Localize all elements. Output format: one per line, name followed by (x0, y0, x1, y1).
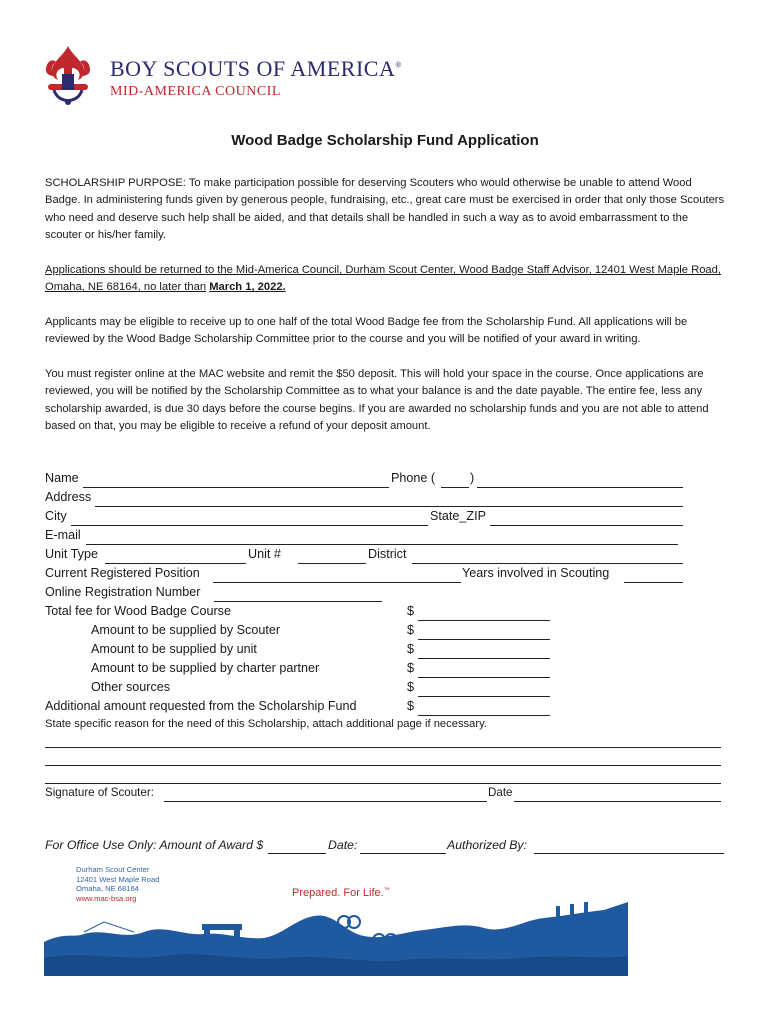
unit-number-field[interactable] (298, 563, 366, 564)
years-field[interactable] (624, 582, 683, 583)
online-registration-field[interactable] (214, 601, 382, 602)
unit-type-label: Unit Type (45, 547, 98, 561)
online-registration-label: Online Registration Number (45, 585, 201, 599)
name-label: Name (45, 471, 79, 485)
footer-address (76, 865, 159, 903)
deadline: March 1, 2022. (209, 281, 286, 294)
office-award-label: For Office Use Only: Amount of Award $ (45, 838, 264, 852)
city-field[interactable] (71, 525, 428, 526)
unit-amount-field[interactable] (418, 658, 550, 659)
unit-number-label: Unit # (248, 547, 281, 561)
trademark-mark: ™ (383, 887, 390, 894)
email-label: E-mail (45, 528, 81, 542)
dollar-sign: $ (407, 699, 415, 713)
bsa-logo-icon (44, 44, 92, 110)
reason-field-line-2[interactable] (45, 765, 721, 766)
position-field[interactable] (213, 582, 461, 583)
reason-label: State specific reason for the need of this Scholarship, attach additional page if necessary. (45, 718, 487, 730)
additional-amount-label: Additional amount requested from the Scholarship Fund (45, 699, 357, 713)
scouter-amount-field[interactable] (418, 639, 550, 640)
email-field[interactable] (86, 544, 678, 545)
total-fee-label: Total fee for Wood Badge Course (45, 604, 231, 618)
state-zip-field[interactable] (490, 525, 683, 526)
signature-label: Signature of Scouter: (45, 786, 154, 799)
reason-field-line-3[interactable] (45, 783, 721, 784)
unit-type-field[interactable] (105, 563, 246, 564)
org-name: BOY SCOUTS OF AMERICA® (110, 56, 402, 81)
address-field[interactable] (95, 506, 683, 507)
office-date-label: Date: (328, 838, 358, 852)
phone-close-paren: ) (470, 471, 475, 485)
position-label: Current Registered Position (45, 566, 200, 580)
tagline: Prepared. For Life.™ (292, 887, 390, 899)
registration-text: You must register online at the MAC website and remit the $50 deposit. This will hold your space in the course. Once applications are reviewed, you will be notified by the Scholarship Committee as to what your balance is and the date payable. The entire fee, less any scholarship awarded, is due 30 days before the course begins. If you are awarded no scholarship funds and you are not able to attend based on that, you may be eligible to receive a refund of your deposit amount. (45, 368, 709, 433)
address-line-1: Durham Scout Center (76, 865, 150, 874)
office-use-section (45, 838, 263, 852)
address-label: Address (45, 490, 92, 504)
district-label: District (368, 547, 407, 561)
address-line-3: Omaha, NE 68164 (76, 884, 139, 894)
other-sources-field[interactable] (418, 696, 550, 697)
date-label: Date (488, 786, 513, 799)
return-text: Applications should be returned to the Mid-America Council, Durham Scout Center, Wood Badge Staff Advisor, 12401 West Maple Road, Omaha, NE 68164, no later than (45, 264, 721, 294)
dollar-sign: $ (407, 661, 415, 675)
additional-amount-field[interactable] (418, 715, 550, 716)
office-award-field[interactable] (268, 853, 326, 854)
return-instructions (45, 262, 725, 297)
total-fee-field[interactable] (418, 620, 550, 621)
office-authorized-field[interactable] (534, 853, 724, 854)
district-field[interactable] (412, 563, 683, 564)
dollar-sign: $ (407, 642, 415, 656)
outdoor-silhouette-banner-icon (44, 902, 628, 976)
phone-field[interactable] (477, 487, 683, 488)
page-title: Wood Badge Scholarship Fund Application (231, 132, 539, 149)
area-code-field[interactable] (441, 487, 469, 488)
city-label: City (45, 509, 67, 523)
scouter-amount-label: Amount to be supplied by Scouter (91, 623, 281, 637)
office-authorized-label: Authorized By: (447, 838, 527, 852)
years-label: Years involved in Scouting (462, 566, 610, 580)
dollar-sign: $ (407, 623, 415, 637)
address-line-2: 12401 West Maple Road (76, 874, 160, 884)
reason-field-line-1[interactable] (45, 747, 721, 748)
signature-field[interactable] (164, 801, 487, 802)
dollar-sign: $ (407, 604, 415, 618)
state-zip-label: State_ZIP (430, 509, 487, 523)
partner-amount-field[interactable] (418, 677, 550, 678)
eligibility-text: Applicants may be eligible to receive up to one half of the total Wood Badge fee from the Scholarship Fund. All applications will be reviewed by the Wood Badge Scholarship Committee prior to the course and you will be notified of your award in writing. (45, 316, 688, 346)
dollar-sign: $ (407, 680, 415, 694)
unit-amount-label: Amount to be supplied by unit (91, 642, 257, 656)
partner-amount-label: Amount to be supplied by charter partner (91, 661, 320, 675)
name-field[interactable] (83, 487, 389, 488)
website-link[interactable]: www.mac-bsa.org (76, 893, 137, 903)
registered-mark: ® (395, 60, 402, 70)
other-sources-label: Other sources (91, 680, 171, 694)
date-field[interactable] (514, 801, 721, 802)
scholarship-purpose: SCHOLARSHIP PURPOSE: To make participation possible for deserving Scouters who would otherwise be unable to attend Wood Badge. In administering funds given by generous people, fundraising, etc., great care must be exercised in order that only those Scouters who need and deserve such help shall be aided, and that details shall be handled in such a way as to avoid embarrassment to the scouter or his/her family. (45, 177, 725, 242)
council-name: MID-AMERICA COUNCIL (110, 84, 281, 99)
phone-label: Phone ( (391, 471, 436, 485)
office-date-field[interactable] (360, 853, 446, 854)
